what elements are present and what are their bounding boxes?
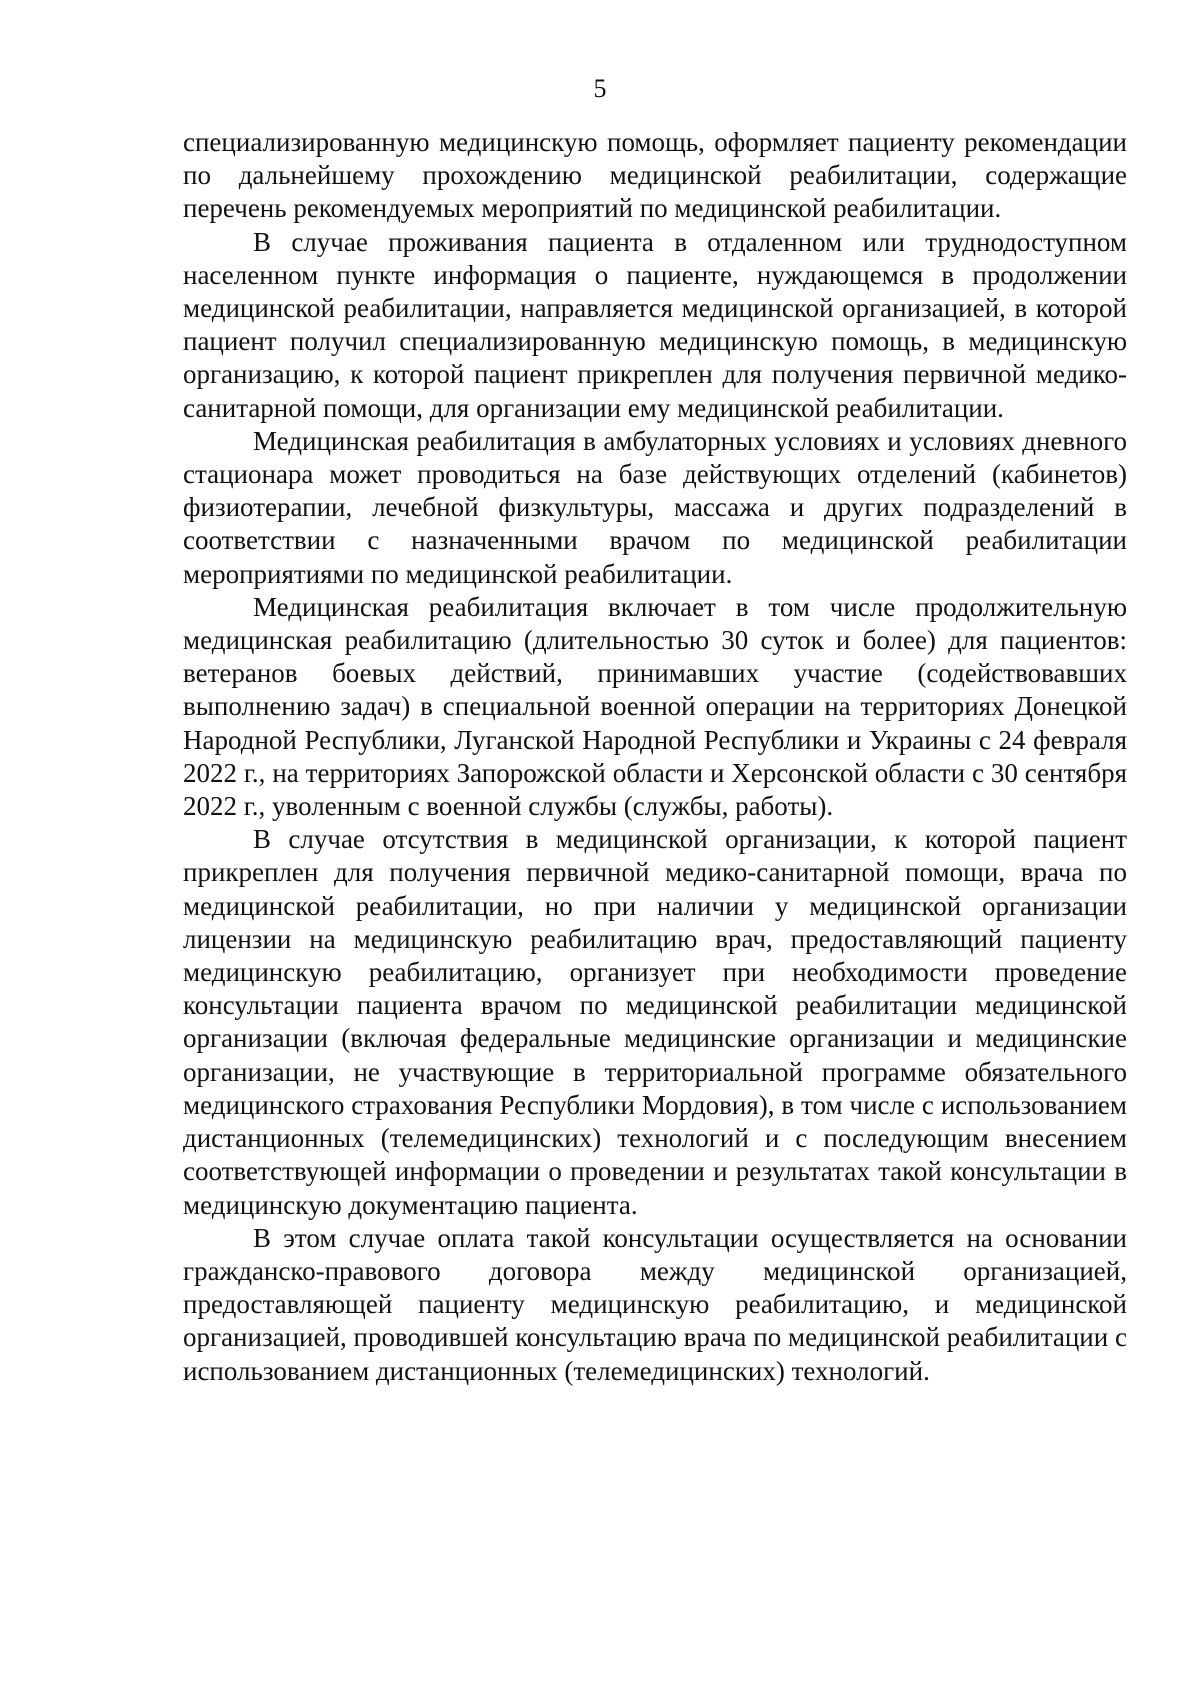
page-number: 5 (593, 74, 607, 103)
paragraph-remote-residence: В случае проживания пациента в отдаленном или труднодоступном населенном пункте информация о пациенте, нуждающемся в продолжении медицинской реабилитации, направляется медицинской организацией, в которой пациент получил специализированную медицинскую помощь, в медицинскую организацию, к которой пациент прикреплен для получения первичной медико-санитарной помощи, для организации ему медицинской реабилитации. (183, 226, 1127, 423)
paragraph-consultation-payment: В этом случае оплата такой консультации осуществляется на основании гражданско-правового договора между медицинской организацией, предоставляющей пациенту медицинскую реабилитацию, и медицинской организацией, проводившей консультацию врача по медицинской реабилитации с использованием дистанционных (телемедицинских) технологий. (183, 1222, 1127, 1386)
paragraph-outpatient-rehab: Медицинская реабилитация в амбулаторных условиях и условиях дневного стационара может проводиться на базе действующих отделений (кабинетов) физиотерапии, лечебной физкультуры, массажа и других подразделений в соответствии с назначенными врачом по медицинской реабилитации мероприятиями по медицинской реабилитации. (183, 425, 1127, 589)
paragraph-continuation: специализированную медицинскую помощь, оформляет пациенту рекомендации по дальнейшему прохождению медицинской реабилитации, содержащие перечень рекомендуемых мероприятий по медицинской реабилитации. (183, 127, 1127, 224)
paragraph-absence-of-doctor: В случае отсутствия в медицинской организации, к которой пациент прикреплен для получения первичной медико-санитарной помощи, врача по медицинской реабилитации, но при наличии у медицинской организации лицензии на медицинскую реабилитацию врач, предоставляющий пациенту медицинскую реабилитацию, организует при необходимости проведение консультации пациента врачом по медицинской реабилитации медицинской организации (включая федеральные медицинские организации и медицинские организации, не участвующие в территориальной программе обязательного медицинского страхования Республики Мордовия), в том числе с использованием дистанционных (телемедицинских) технологий и с последующим внесением соответствующей информации о проведении и результатах такой консультации в медицинскую документацию пациента. (183, 824, 1127, 1220)
paragraph-long-term-rehab: Медицинская реабилитация включает в том числе продолжительную медицинская реабилитацию (длительностью 30 суток и более) для пациентов: ветеранов боевых действий, принимавших участие (содействовавших выполнению задач) в специальной военной операции на территориях Донецкой Народной Республики, Луганской Народной Республики и Украины с 24 февраля 2022 г., на территориях Запорожской области и Херсонской области с 30 сентября 2022 г., уволенным с военной службы (службы, работы). (183, 591, 1127, 822)
document-body (183, 126, 1127, 1388)
